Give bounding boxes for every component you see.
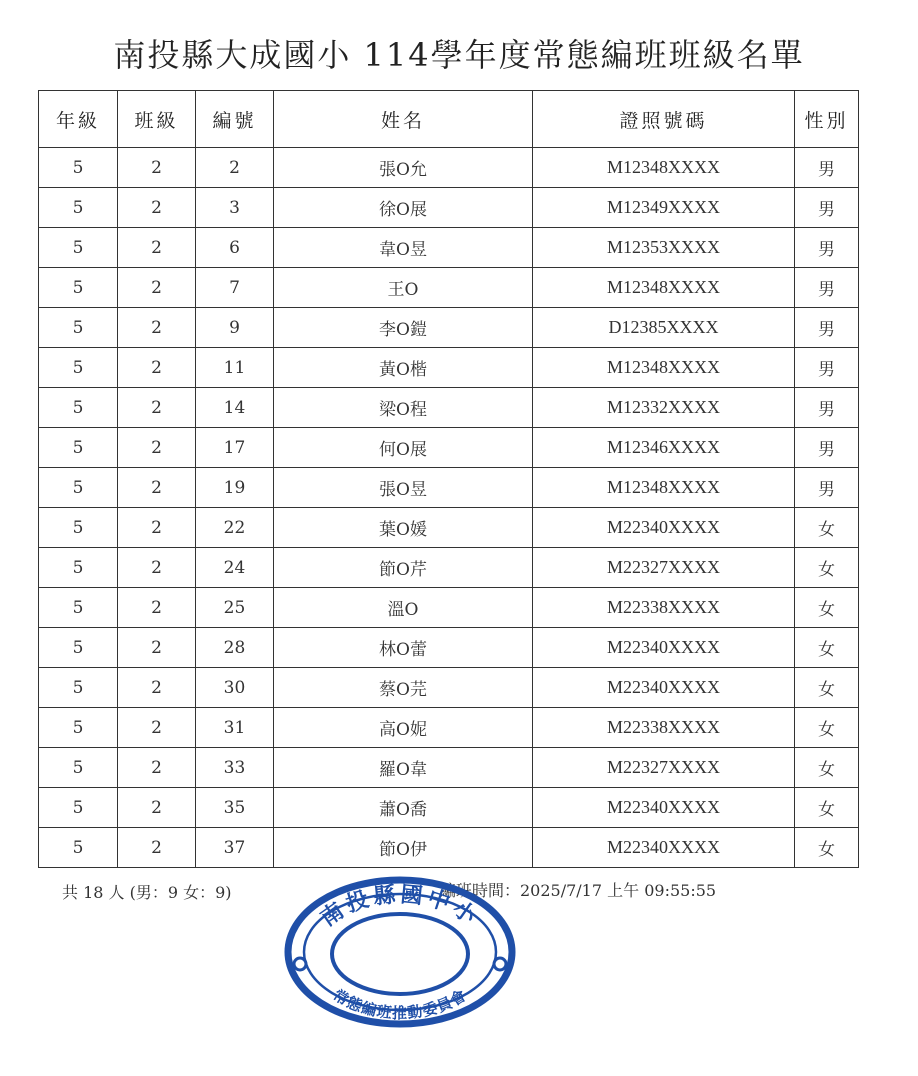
- gender-cell: 女: [795, 748, 859, 788]
- grade-cell: 5: [39, 508, 118, 548]
- name-cell: 節O伊: [274, 828, 533, 868]
- grade-cell: 5: [39, 188, 118, 228]
- number-cell: 9: [196, 308, 274, 348]
- id-number-cell: M22340XXXX: [533, 788, 795, 828]
- name-cell: 徐O展: [274, 188, 533, 228]
- number-cell: 14: [196, 388, 274, 428]
- gender-cell: 女: [795, 628, 859, 668]
- gender-cell: 男: [795, 148, 859, 188]
- gender-cell: 男: [795, 428, 859, 468]
- seal-text-bottom: 常態編班推動委員會: [329, 985, 471, 1022]
- name-cell: 蔡O芫: [274, 668, 533, 708]
- class-cell: 2: [118, 188, 196, 228]
- header-class: 班級: [118, 91, 196, 148]
- gender-cell: 男: [795, 228, 859, 268]
- page-title: 南投縣大成國小 114學年度常態編班班級名單: [113, 36, 805, 74]
- name-cell: 何O展: [274, 428, 533, 468]
- class-cell: 2: [118, 548, 196, 588]
- class-cell: 2: [118, 428, 196, 468]
- gender-cell: 男: [795, 348, 859, 388]
- number-cell: 3: [196, 188, 274, 228]
- id-number-cell: M22338XXXX: [533, 708, 795, 748]
- name-cell: 韋O昱: [274, 228, 533, 268]
- grade-cell: 5: [39, 628, 118, 668]
- header-id-number: 證照號碼: [533, 91, 795, 148]
- class-cell: 2: [118, 508, 196, 548]
- class-cell: 2: [118, 588, 196, 628]
- gender-cell: 男: [795, 308, 859, 348]
- name-cell: 葉O媛: [274, 508, 533, 548]
- table-row: [39, 748, 859, 788]
- grade-cell: 5: [39, 548, 118, 588]
- grade-cell: 5: [39, 428, 118, 468]
- number-cell: 37: [196, 828, 274, 868]
- gender-cell: 女: [795, 508, 859, 548]
- gender-cell: 女: [795, 588, 859, 628]
- student-count: 共 18 人 (男：9 女：9): [62, 883, 232, 902]
- id-number-cell: M12348XXXX: [533, 268, 795, 308]
- grade-cell: 5: [39, 348, 118, 388]
- placement-time: 編班時間：2025/7/17 上午 09:55:55: [440, 881, 717, 900]
- number-cell: 25: [196, 588, 274, 628]
- table-row: [39, 468, 859, 508]
- id-number-cell: M12332XXXX: [533, 388, 795, 428]
- gender-cell: 男: [795, 268, 859, 308]
- grade-cell: 5: [39, 828, 118, 868]
- id-number-cell: M22327XXXX: [533, 748, 795, 788]
- table-row: [39, 628, 859, 668]
- table-row: [39, 508, 859, 548]
- name-cell: 王O: [274, 268, 533, 308]
- number-cell: 24: [196, 548, 274, 588]
- name-cell: 節O芹: [274, 548, 533, 588]
- number-cell: 30: [196, 668, 274, 708]
- header-gender: 性別: [795, 91, 859, 148]
- grade-cell: 5: [39, 468, 118, 508]
- id-number-cell: M22338XXXX: [533, 588, 795, 628]
- class-cell: 2: [118, 468, 196, 508]
- class-cell: 2: [118, 348, 196, 388]
- class-cell: 2: [118, 628, 196, 668]
- gender-cell: 女: [795, 708, 859, 748]
- id-number-cell: M22340XXXX: [533, 668, 795, 708]
- number-cell: 7: [196, 268, 274, 308]
- id-number-cell: M12346XXXX: [533, 428, 795, 468]
- class-cell: 2: [118, 268, 196, 308]
- table-row: [39, 668, 859, 708]
- grade-cell: 5: [39, 748, 118, 788]
- number-cell: 33: [196, 748, 274, 788]
- gender-cell: 女: [795, 788, 859, 828]
- table-row: [39, 588, 859, 628]
- header-name: 姓名: [274, 91, 533, 148]
- table-row: [39, 548, 859, 588]
- gender-cell: 女: [795, 548, 859, 588]
- id-number-cell: M12353XXXX: [533, 228, 795, 268]
- name-cell: 梁O程: [274, 388, 533, 428]
- class-cell: 2: [118, 708, 196, 748]
- id-number-cell: D12385XXXX: [533, 308, 795, 348]
- table-row: [39, 308, 859, 348]
- number-cell: 19: [196, 468, 274, 508]
- name-cell: 黃O楷: [274, 348, 533, 388]
- table-row: [39, 708, 859, 748]
- id-number-cell: M22327XXXX: [533, 548, 795, 588]
- gender-cell: 男: [795, 188, 859, 228]
- class-cell: 2: [118, 148, 196, 188]
- name-cell: 蕭O喬: [274, 788, 533, 828]
- grade-cell: 5: [39, 588, 118, 628]
- number-cell: 35: [196, 788, 274, 828]
- class-cell: 2: [118, 828, 196, 868]
- number-cell: 31: [196, 708, 274, 748]
- class-cell: 2: [118, 748, 196, 788]
- table-header-row: [39, 91, 859, 148]
- id-number-cell: M12348XXXX: [533, 148, 795, 188]
- name-cell: 溫O: [274, 588, 533, 628]
- number-cell: 2: [196, 148, 274, 188]
- id-number-cell: M12349XXXX: [533, 188, 795, 228]
- number-cell: 22: [196, 508, 274, 548]
- name-cell: 張O昱: [274, 468, 533, 508]
- header-grade: 年級: [39, 91, 118, 148]
- table-row: [39, 388, 859, 428]
- gender-cell: 男: [795, 388, 859, 428]
- grade-cell: 5: [39, 228, 118, 268]
- grade-cell: 5: [39, 268, 118, 308]
- name-cell: 林O蕾: [274, 628, 533, 668]
- gender-cell: 男: [795, 468, 859, 508]
- name-cell: 羅O韋: [274, 748, 533, 788]
- table-row: [39, 228, 859, 268]
- number-cell: 28: [196, 628, 274, 668]
- class-cell: 2: [118, 388, 196, 428]
- id-number-cell: M22340XXXX: [533, 628, 795, 668]
- seal-text-top: 南投縣國中小: [316, 882, 484, 932]
- class-cell: 2: [118, 668, 196, 708]
- grade-cell: 5: [39, 148, 118, 188]
- table-row: [39, 148, 859, 188]
- id-number-cell: M12348XXXX: [533, 468, 795, 508]
- table-row: [39, 348, 859, 388]
- table-row: [39, 188, 859, 228]
- number-cell: 11: [196, 348, 274, 388]
- class-cell: 2: [118, 308, 196, 348]
- grade-cell: 5: [39, 668, 118, 708]
- number-cell: 6: [196, 228, 274, 268]
- name-cell: 高O妮: [274, 708, 533, 748]
- grade-cell: 5: [39, 388, 118, 428]
- school-seal-stamp: [278, 868, 523, 1033]
- name-cell: 張O允: [274, 148, 533, 188]
- table-row: [39, 428, 859, 468]
- grade-cell: 5: [39, 708, 118, 748]
- header-number: 編號: [196, 91, 274, 148]
- number-cell: 17: [196, 428, 274, 468]
- id-number-cell: M22340XXXX: [533, 508, 795, 548]
- class-cell: 2: [118, 788, 196, 828]
- gender-cell: 女: [795, 668, 859, 708]
- grade-cell: 5: [39, 308, 118, 348]
- table-row: [39, 828, 859, 868]
- table-row: [39, 268, 859, 308]
- id-number-cell: M22340XXXX: [533, 828, 795, 868]
- grade-cell: 5: [39, 788, 118, 828]
- class-cell: 2: [118, 228, 196, 268]
- name-cell: 李O鎧: [274, 308, 533, 348]
- id-number-cell: M12348XXXX: [533, 348, 795, 388]
- table-row: [39, 788, 859, 828]
- class-roster-table: [38, 90, 859, 868]
- gender-cell: 女: [795, 828, 859, 868]
